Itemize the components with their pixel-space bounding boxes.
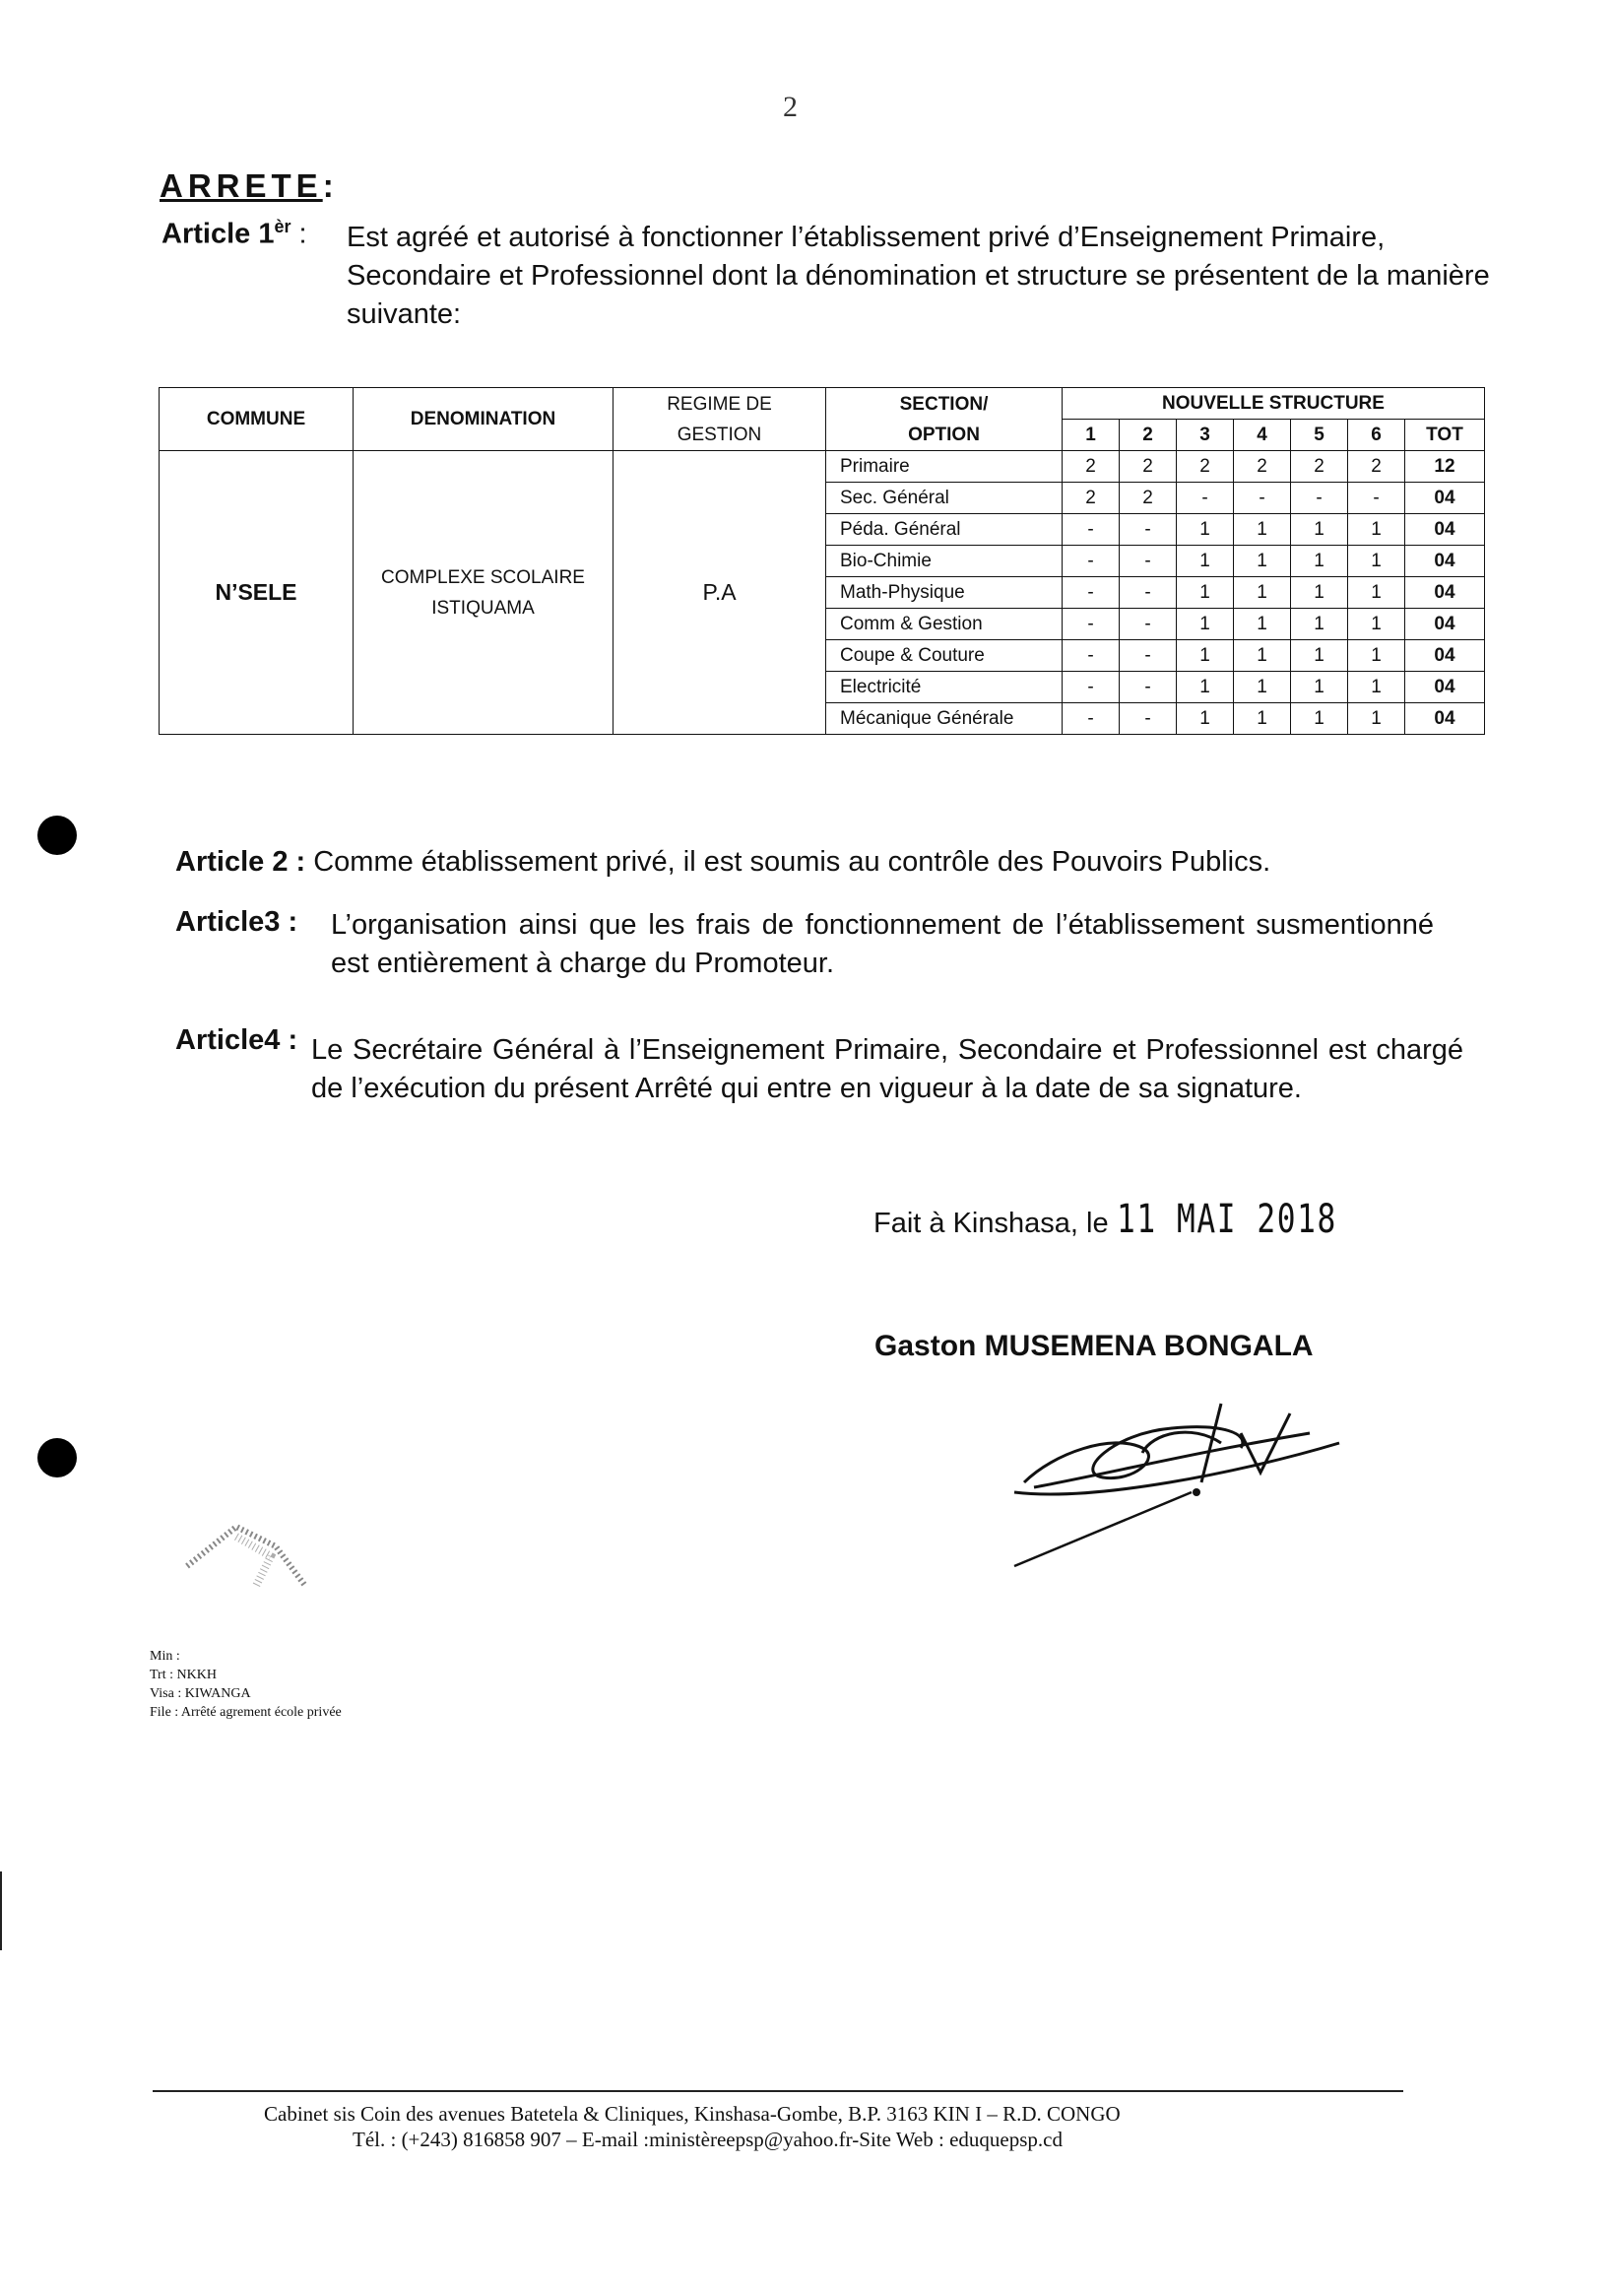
header-regime [614,388,826,451]
place-date-line [873,1197,1399,1242]
option-cell: Sec. Général [826,483,1063,514]
value-cell: - [1120,609,1177,640]
value-cell: - [1063,703,1120,735]
table-row [160,451,1485,483]
article1-label-sup: èr [274,217,291,236]
footer-address: Cabinet sis Coin des avenues Batetela & Cliniques, Kinshasa-Gombe, B.P. 3163 KIN I – R.D. CONGO [264,2102,1121,2126]
option-cell: Coupe & Couture [826,640,1063,672]
value-cell: 2 [1063,483,1120,514]
value-cell: 1 [1234,546,1291,577]
option-cell: Math-Physique [826,577,1063,609]
routing-notes [150,1647,342,1722]
value-cell: - [1063,577,1120,609]
value-cell: 1 [1348,577,1405,609]
value-cell: - [1120,546,1177,577]
value-cell: 1 [1291,672,1348,703]
punch-hole-bottom [37,1438,77,1477]
value-cell: - [1291,483,1348,514]
article3-label: Article3 : [175,906,298,938]
header-section-line2: OPTION [908,424,980,445]
article1-label [162,217,307,251]
total-cell: 04 [1405,703,1485,735]
header-class-5: 5 [1291,420,1348,451]
header-class-4: 4 [1234,420,1291,451]
value-cell: - [1120,703,1177,735]
value-cell: - [1063,546,1120,577]
signatory-name: Gaston MUSEMENA BONGALA [874,1330,1314,1362]
article4-text: Le Secrétaire Général à l’Enseignement Primaire, Secondaire et Professionnel est chargé de l’exécution du présent Arrêté qui entre en vigueur à la date de sa signature. [311,1034,1463,1104]
arrete-heading-text: ARRETE [160,167,323,204]
value-cell: 1 [1177,546,1234,577]
note-line: Min : [150,1649,180,1664]
value-cell: 1 [1177,672,1234,703]
value-cell: 1 [1234,609,1291,640]
header-section-option [826,388,1063,451]
value-cell: 1 [1291,640,1348,672]
note-line: Visa : KIWANGA [150,1686,251,1701]
value-cell: - [1063,640,1120,672]
value-cell: 1 [1177,703,1234,735]
date-stamp: 11 MAI 2018 [1116,1197,1337,1242]
value-cell: 1 [1291,577,1348,609]
value-cell: 2 [1234,451,1291,483]
article3-text: L’organisation ainsi que les frais de fonctionnement de l’établissement susmentionné est entièrement à charge du Promoteur. [331,909,1434,979]
value-cell: 2 [1120,451,1177,483]
article2-text: Comme établissement privé, il est soumis au contrôle des Pouvoirs Publics. [313,846,1271,878]
page-number: 2 [783,91,798,123]
article4-label: Article4 : [175,1024,298,1056]
total-cell: 12 [1405,451,1485,483]
value-cell: 2 [1348,451,1405,483]
total-cell: 04 [1405,577,1485,609]
structure-table [159,387,1485,735]
footer-contact: Tél. : (+243) 816858 907 – E-mail :ministèreepsp@yahoo.fr-Site Web : eduquepsp.cd [353,2128,1063,2151]
header-class-6: 6 [1348,420,1405,451]
value-cell: 1 [1177,609,1234,640]
value-cell: - [1120,672,1177,703]
value-cell: 2 [1291,451,1348,483]
value-cell: 2 [1063,451,1120,483]
header-regime-line2: GESTION [677,424,762,445]
header-section-line1: SECTION/ [899,393,989,415]
value-cell: 2 [1120,483,1177,514]
total-cell: 04 [1405,514,1485,546]
punch-hole-top [37,816,77,855]
header-regime-line1: REGIME DE [667,393,772,415]
denomination-cell [354,451,614,735]
header-class-3: 3 [1177,420,1234,451]
total-cell: 04 [1405,672,1485,703]
total-cell: 04 [1405,609,1485,640]
value-cell: - [1063,672,1120,703]
value-cell: 1 [1348,609,1405,640]
denomination-line1: COMPLEXE SCOLAIRE [381,566,585,588]
value-cell: 1 [1234,672,1291,703]
value-cell: 2 [1177,451,1234,483]
value-cell: 1 [1234,514,1291,546]
arrete-heading-colon: : [322,167,339,204]
article1-label-text: Article 1 [162,218,275,250]
value-cell: 1 [1177,514,1234,546]
value-cell: 1 [1234,640,1291,672]
option-cell: Comm & Gestion [826,609,1063,640]
value-cell: - [1120,577,1177,609]
value-cell: 1 [1234,577,1291,609]
article1-label-colon: : [298,218,307,250]
header-denomination: DENOMINATION [354,388,614,451]
edge-mark [0,1871,2,1950]
place-text: Fait à Kinshasa, le [873,1208,1109,1239]
value-cell: 1 [1177,640,1234,672]
value-cell: - [1348,483,1405,514]
total-cell: 04 [1405,483,1485,514]
value-cell: - [1234,483,1291,514]
stamp-smudge [177,1517,335,1606]
article1-text: Est agréé et autorisé à fonctionner l’établissement privé d’Enseignement Primaire, Secondaire et Professionnel dont la dénomination et structure se présentent de la manière suivante: [347,222,1490,330]
article2-label: Article 2 : [175,846,306,878]
header-class-1: 1 [1063,420,1120,451]
value-cell: 1 [1234,703,1291,735]
header-class-2: 2 [1120,420,1177,451]
value-cell: 1 [1291,609,1348,640]
article2 [175,843,1455,882]
total-cell: 04 [1405,640,1485,672]
value-cell: 1 [1177,577,1234,609]
value-cell: - [1120,640,1177,672]
value-cell: 1 [1348,640,1405,672]
arrete-heading [160,167,339,205]
option-cell: Primaire [826,451,1063,483]
denomination-line2: ISTIQUAMA [431,597,535,619]
header-commune: COMMUNE [160,388,354,451]
value-cell: 1 [1291,546,1348,577]
option-cell: Péda. Général [826,514,1063,546]
value-cell: 1 [1348,546,1405,577]
value-cell: - [1120,514,1177,546]
regime-cell: P.A [614,451,826,735]
table-header-row [160,388,1485,420]
value-cell: - [1177,483,1234,514]
note-line: File : Arrêté agrement école privée [150,1705,342,1720]
value-cell: 1 [1348,703,1405,735]
value-cell: 1 [1348,672,1405,703]
value-cell: 1 [1291,514,1348,546]
option-cell: Mécanique Générale [826,703,1063,735]
value-cell: 1 [1348,514,1405,546]
value-cell: - [1063,514,1120,546]
total-cell: 04 [1405,546,1485,577]
note-line: Trt : NKKH [150,1668,217,1682]
header-nouvelle-structure: NOUVELLE STRUCTURE [1063,388,1485,420]
value-cell: 1 [1291,703,1348,735]
value-cell: - [1063,609,1120,640]
header-class-tot: TOT [1405,420,1485,451]
handwritten-signature [995,1374,1408,1571]
commune-cell: N’SELE [160,451,354,735]
option-cell: Electricité [826,672,1063,703]
option-cell: Bio-Chimie [826,546,1063,577]
footer-rule [153,2090,1403,2092]
